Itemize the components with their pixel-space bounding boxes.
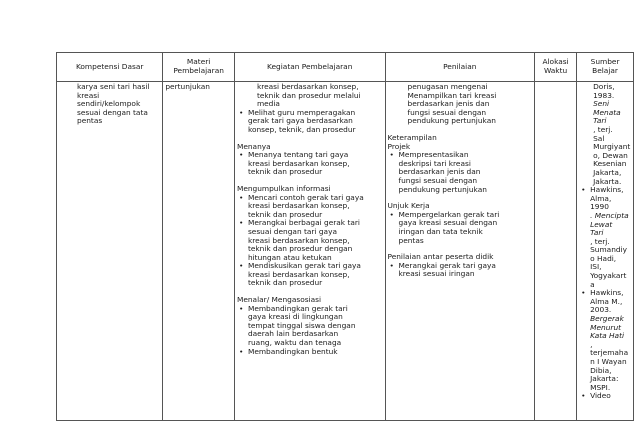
text-line: • Menanya tentang tari gaya bbox=[247, 150, 349, 160]
text-line: • Membandingkan bentuk bbox=[247, 346, 338, 356]
text-line: ruang, waktu dan tenaga bbox=[247, 338, 342, 348]
text-line: gaya kreasi sesuai dengan bbox=[398, 218, 498, 228]
sumber-title bbox=[590, 315, 631, 341]
cell-materi bbox=[163, 82, 235, 421]
text-line: • Mempergelarkan gerak tari bbox=[398, 209, 500, 219]
header-materi-line: Pembelajaran bbox=[173, 66, 224, 75]
heading-unjuk-kerja: Unjuk Kerja bbox=[387, 201, 430, 211]
sumber-title bbox=[590, 212, 631, 238]
text-line: , terj. bbox=[590, 236, 610, 246]
text-line: sesuai dengan tari gaya bbox=[247, 226, 337, 236]
list-item bbox=[579, 289, 631, 392]
text-line: Murgiyant bbox=[593, 142, 631, 152]
text-line: • Melihat guru memperagakan bbox=[247, 107, 356, 117]
text-line: pertunjukan bbox=[165, 82, 210, 91]
heading-keterampilan: Keterampilan bbox=[387, 132, 437, 142]
header-kompetensi: Kompetensi Dasar bbox=[57, 53, 163, 82]
text-line: 1983. bbox=[593, 90, 615, 100]
heading-antar-peserta: Penilaian antar peserta didik bbox=[387, 252, 494, 262]
text-line: o, Dewan bbox=[593, 150, 628, 160]
text-line: Seni bbox=[593, 99, 610, 109]
text-line: teknik dan prosedur bbox=[247, 209, 323, 219]
text-line: Menurut bbox=[590, 322, 622, 332]
heading-mengumpulkan: Mengumpulkan informasi bbox=[236, 183, 331, 193]
list-item bbox=[237, 262, 383, 288]
text-line: Alma M., bbox=[590, 296, 623, 306]
kegiatan-list-mengamati bbox=[237, 109, 383, 135]
kegiatan-list-mengumpulkan bbox=[237, 194, 383, 289]
text-line: Jakarta, bbox=[593, 167, 622, 177]
text-line: Doris, bbox=[593, 82, 615, 91]
text-line: teknik dan prosedur bbox=[247, 167, 323, 177]
text-line: • Mendiskusikan gerak tari gaya bbox=[247, 261, 361, 271]
kegiatan-continuation bbox=[237, 83, 383, 109]
text-line: , terj. bbox=[593, 124, 613, 134]
header-row bbox=[57, 53, 634, 82]
text-line: • Mempresentasikan bbox=[398, 150, 469, 160]
list-item bbox=[237, 194, 383, 220]
header-kegiatan: Kegiatan Pembelajaran bbox=[234, 53, 385, 82]
text-line: kreasi berdasarkan konsep, bbox=[256, 82, 359, 91]
penilaian-list-unjuk bbox=[388, 211, 533, 245]
text-line: . Mencipta bbox=[590, 210, 629, 220]
sumber-continuation bbox=[579, 83, 631, 186]
text-line: Tari bbox=[590, 228, 604, 238]
list-item bbox=[388, 151, 533, 194]
text-line: kreasi sesuai iringan bbox=[398, 269, 475, 279]
list-item bbox=[237, 151, 383, 177]
text-line: n I Wayan bbox=[590, 357, 627, 366]
sumber-text bbox=[590, 238, 631, 290]
cell-penilaian bbox=[385, 82, 535, 421]
penilaian-list-projek bbox=[388, 151, 533, 194]
text-line: ISI, bbox=[590, 262, 602, 272]
text-line: a bbox=[590, 279, 595, 289]
text-line: • Mencari contoh gerak tari gaya bbox=[247, 192, 364, 202]
text-line: teknik dan prosedur bbox=[247, 278, 323, 288]
text-line: • Merangkai gerak tari gaya bbox=[398, 260, 496, 270]
text-line: Sumandiy bbox=[590, 245, 628, 255]
text-line: Bergerak bbox=[590, 314, 624, 324]
text-line: • Membandingkan gerak tari bbox=[247, 303, 348, 313]
sumber-text bbox=[593, 126, 631, 186]
text-line: teknik dan prosedur melalui bbox=[256, 90, 361, 100]
text-line: gerak tari gaya berdasarkan bbox=[247, 116, 353, 126]
content-row bbox=[57, 82, 634, 421]
heading-projek: Projek bbox=[387, 141, 411, 151]
list-item bbox=[388, 262, 533, 279]
text-line: • Video bbox=[590, 391, 611, 401]
text-line: Jakarta. bbox=[593, 176, 622, 186]
text-line: pentas bbox=[398, 235, 424, 245]
text-line: pentas bbox=[77, 116, 103, 126]
header-materi-line: Materi bbox=[186, 57, 211, 67]
text-line: penugasan mengenai bbox=[407, 82, 488, 91]
text-line: hitungan atau ketukan bbox=[247, 252, 332, 262]
text-line: kreasi berdasarkan konsep, bbox=[247, 201, 350, 211]
text-line: berdasarkan jenis dan bbox=[398, 167, 481, 177]
sumber-text bbox=[593, 83, 631, 100]
text-line: Sal bbox=[593, 133, 605, 143]
header-sumber bbox=[577, 53, 634, 82]
text-line: tempat tinggal siswa dengan bbox=[247, 320, 356, 330]
text-line: karya seni tari hasil bbox=[77, 82, 150, 91]
text-line: daerah lain berdasarkan bbox=[247, 329, 339, 339]
header-alokasi-line: Alokasi bbox=[542, 57, 569, 67]
text-line: sendiri/kelompok bbox=[77, 99, 141, 109]
cell-sumber bbox=[577, 82, 634, 421]
text-line: Dibia, bbox=[590, 365, 612, 375]
text-line: • Hawkins, bbox=[590, 185, 624, 195]
sumber-title bbox=[593, 100, 631, 126]
text-line: media bbox=[256, 99, 280, 109]
text-line: kreasi berdasarkan konsep, bbox=[247, 235, 350, 245]
cell-kompetensi bbox=[57, 82, 163, 421]
text-line: iringan dan tata teknik bbox=[398, 226, 483, 236]
cell-alokasi bbox=[535, 82, 577, 421]
list-item bbox=[237, 219, 383, 262]
heading-menalar: Menalar/ Mengasosiasi bbox=[236, 295, 322, 305]
text-line: sesuai dengan tata bbox=[77, 107, 148, 117]
list-item bbox=[388, 211, 533, 245]
sumber-list bbox=[579, 186, 631, 401]
header-materi bbox=[163, 53, 235, 82]
list-item bbox=[579, 186, 631, 289]
text-line: Jakarta: bbox=[590, 374, 619, 384]
list-item bbox=[237, 348, 383, 357]
text-line: • Merangkai berbagai gerak tari bbox=[247, 218, 360, 228]
text-line: fungsi sesuai dengan bbox=[407, 107, 487, 117]
header-penilaian: Penilaian bbox=[385, 53, 535, 82]
cell-kegiatan bbox=[234, 82, 385, 421]
text-line: deskripsi tari kreasi bbox=[398, 158, 471, 168]
list-item bbox=[579, 392, 631, 401]
sumber-text bbox=[590, 289, 631, 315]
rpp-table bbox=[56, 52, 634, 421]
text-line: Kata Hati bbox=[590, 331, 625, 341]
list-item bbox=[237, 305, 383, 348]
text-line: Menata bbox=[593, 107, 621, 117]
text-line: 2003. bbox=[590, 305, 612, 315]
text-line: gaya kreasi di lingkungan bbox=[247, 312, 343, 322]
text-line: Menampilkan tari kreasi bbox=[407, 90, 497, 100]
text-line: berdasarkan jenis dan bbox=[407, 99, 490, 109]
text-line: • Hawkins, bbox=[590, 288, 624, 298]
header-alokasi-line: Waktu bbox=[543, 66, 568, 75]
kegiatan-list-menalar bbox=[237, 305, 383, 357]
list-item bbox=[237, 109, 383, 135]
text-line: Kesenian bbox=[593, 159, 627, 169]
sumber-text bbox=[590, 341, 631, 393]
text-line: pendukung pertunjukan bbox=[398, 184, 487, 194]
text-line: Lewat bbox=[590, 219, 613, 229]
text-line: Yogyakart bbox=[590, 271, 627, 281]
text-line: teknik dan prosedur dengan bbox=[247, 244, 353, 254]
header-sumber-line: Sumber bbox=[590, 57, 620, 67]
text-line: Alma, 1990 bbox=[590, 193, 612, 212]
kegiatan-list-menanya bbox=[237, 151, 383, 177]
header-sumber-line: Belajar bbox=[592, 66, 618, 75]
penilaian-continuation bbox=[388, 83, 533, 126]
text-line: , terjemaha bbox=[590, 339, 629, 358]
text-line: kreasi berdasarkan konsep, bbox=[247, 158, 350, 168]
heading-menanya: Menanya bbox=[236, 141, 271, 151]
text-line: pendukung pertunjukan bbox=[407, 116, 496, 126]
penilaian-list-antar bbox=[388, 262, 533, 279]
text-line: konsep, teknik, dan prosedur bbox=[247, 124, 356, 134]
text-line: o Hadi, bbox=[590, 253, 617, 263]
text-line: MSPI. bbox=[590, 382, 611, 392]
header-alokasi bbox=[535, 53, 577, 82]
sumber-text bbox=[590, 186, 631, 212]
text-line: fungsi sesuai dengan bbox=[398, 175, 478, 185]
text-line: kreasi bbox=[77, 90, 100, 100]
text-line: Tari bbox=[593, 116, 607, 126]
text-line: kreasi berdasarkan konsep, bbox=[247, 269, 350, 279]
